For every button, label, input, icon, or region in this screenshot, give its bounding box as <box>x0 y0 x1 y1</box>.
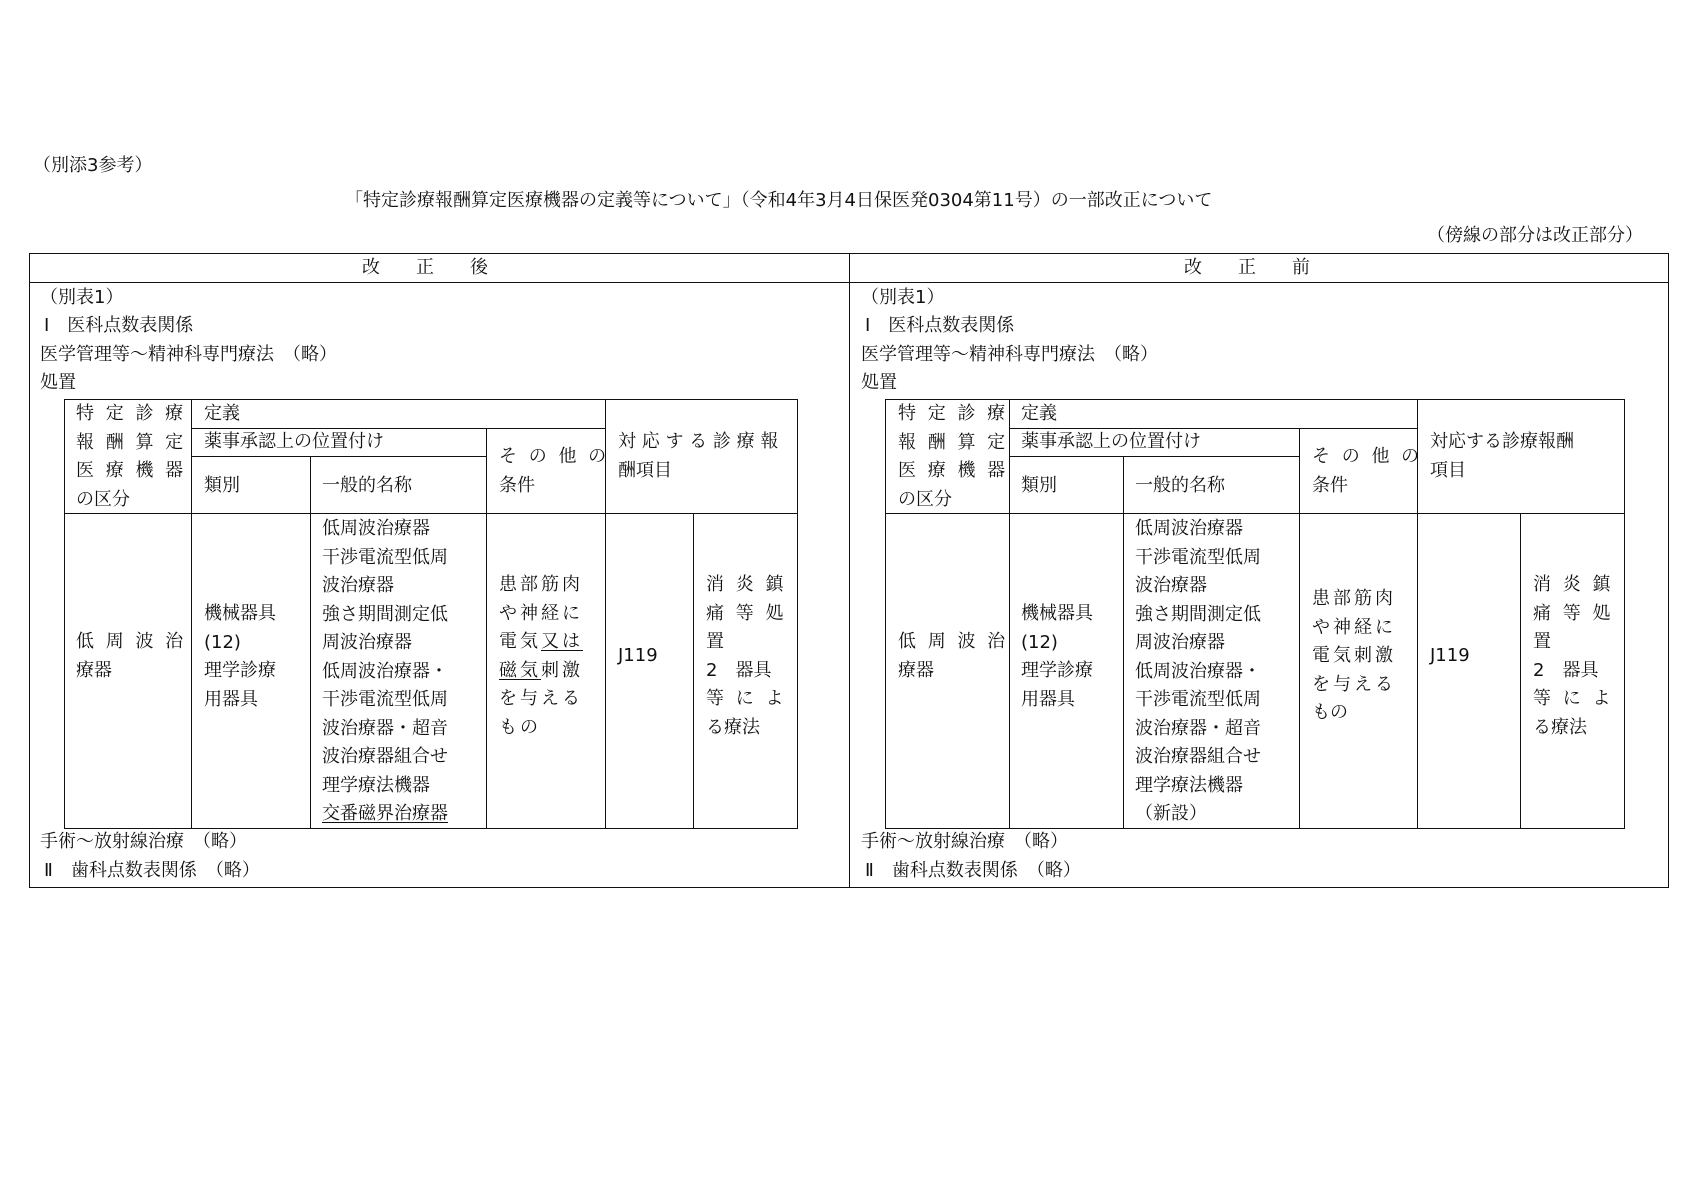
cell-category <box>204 600 276 714</box>
text-line: (12) <box>204 631 241 653</box>
section-omitted: 医学管理等～精神科専門療法 （略） <box>40 344 337 365</box>
added-general-name: 交番磁界治療器 <box>322 803 448 824</box>
text-line: の区分 <box>898 488 952 510</box>
text-line: の区分 <box>76 488 130 510</box>
grid-line <box>1009 399 1010 829</box>
text-line: や神経に <box>499 602 583 624</box>
text-line: 波治療器組合せ <box>322 746 448 767</box>
text-line: 特 定 診 療 <box>898 403 1009 424</box>
document-title: 「特定診療報酬算定医療機器の定義等について」（令和4年3月4日保医発0304第11号）の一部改正について <box>345 190 1213 211</box>
text-line: 波治療器組合せ <box>1135 746 1261 767</box>
text-line <box>499 628 583 657</box>
text-line: 機械器具 <box>204 603 276 624</box>
text-line: 低周波治療器 <box>1135 518 1243 539</box>
text-line: 痛 等 処 <box>706 602 787 624</box>
text-line: 項目 <box>1430 459 1466 481</box>
header-other-conditions <box>499 443 609 500</box>
header-definition: 定義 <box>1021 403 1057 424</box>
text-line: 周波治療器 <box>1135 632 1225 653</box>
text-line: 置 <box>1533 631 1551 652</box>
cell-procedure <box>706 571 786 742</box>
header-approval: 薬事承認上の位置付け <box>1021 431 1201 452</box>
text-line: 医 療 機 器 <box>898 460 1009 481</box>
header-fee-item <box>618 428 778 485</box>
text-line: 痛 等 処 <box>1533 602 1614 624</box>
text-line: 対 応 す る 診 療 報 <box>618 431 779 452</box>
text-line: 2 器具 <box>706 659 772 681</box>
text-line: 理学療法機器 <box>1135 774 1243 796</box>
header-general-name: 一般的名称 <box>322 475 412 496</box>
header-approval: 薬事承認上の位置付け <box>204 431 384 452</box>
grid-line <box>1520 513 1521 829</box>
text-line: 強さ期間測定低 <box>1135 603 1261 625</box>
text-line: 報 酬 算 定 <box>898 431 1009 453</box>
text-line: 用器具 <box>204 688 258 710</box>
header-device-class <box>76 400 186 514</box>
section-medical: Ⅰ 医科点数表関係 <box>44 315 194 336</box>
grid-line <box>486 428 487 829</box>
text-line: 報 酬 算 定 <box>76 431 187 453</box>
text-line: 消 炎 鎮 <box>1533 574 1614 595</box>
section-omitted: 医学管理等～精神科専門療法 （略） <box>861 344 1158 365</box>
text-line: 医 療 機 器 <box>76 460 187 481</box>
text-line: 低周波治療器・ <box>1135 660 1261 682</box>
header-general-name: 一般的名称 <box>1135 475 1225 496</box>
text-line: 患部筋肉 <box>499 574 583 595</box>
text-line: 患部筋肉 <box>1312 588 1396 609</box>
text-line: や神経に <box>1312 616 1396 638</box>
section-surgery-omitted: 手術～放射線治療 （略） <box>40 831 247 852</box>
cell-conditions <box>1312 585 1396 728</box>
text-line: 低周波治療器 <box>322 518 430 539</box>
section-dental-omitted: Ⅱ 歯科点数表関係 （略） <box>44 860 260 881</box>
text-line: 等 に よ <box>1533 688 1614 709</box>
new-entry-placeholder: （新設） <box>1135 803 1207 824</box>
text-line: もの <box>1312 702 1348 723</box>
grid-line <box>191 399 192 829</box>
text-line: (12) <box>1021 631 1058 653</box>
text-line: を与える <box>499 688 583 709</box>
column-divider <box>849 253 850 888</box>
cell-device-class <box>76 628 186 685</box>
text-line: 波治療器 <box>322 575 394 596</box>
annex-label: （別表1） <box>40 287 124 308</box>
text-line: そ の 他 の <box>499 446 610 467</box>
text-line: 置 <box>706 631 724 652</box>
text-line: 波治療器・超音 <box>322 717 448 739</box>
text-line: 条件 <box>499 474 535 496</box>
annex-label: （別表1） <box>861 287 945 308</box>
text-span: 刺激 <box>541 659 583 681</box>
column-header-after: 改 正 後 <box>362 257 488 278</box>
text-line: 理学療法機器 <box>322 774 430 796</box>
cell-general-names <box>1135 515 1261 829</box>
text-line: を与える <box>1312 673 1396 695</box>
section-procedure: 処置 <box>40 372 76 393</box>
section-medical: Ⅰ 医科点数表関係 <box>865 315 1015 336</box>
text-span: 電気 <box>499 631 541 652</box>
text-line: 酬項目 <box>618 459 672 481</box>
added-text: 磁気 <box>499 659 541 681</box>
text-line: 療器 <box>898 659 934 681</box>
text-line: そ の 他 の <box>1312 446 1423 467</box>
text-line: 干渉電流型低周 <box>1135 546 1261 568</box>
text-line: 低周波治療器・ <box>322 660 448 682</box>
text-line <box>499 657 583 686</box>
text-line: 理学診療 <box>204 660 276 681</box>
text-line: 用器具 <box>1021 688 1075 710</box>
cell-procedure <box>1533 571 1613 742</box>
text-line: 電気刺激 <box>1312 645 1396 666</box>
text-line: る療法 <box>1533 716 1587 738</box>
text-line: 理学診療 <box>1021 660 1093 681</box>
text-line: 強さ期間測定低 <box>322 603 448 625</box>
cell-code: J119 <box>618 645 658 666</box>
header-fee-item <box>1430 428 1574 485</box>
text-line: 周波治療器 <box>322 632 412 653</box>
cell-conditions <box>499 571 583 742</box>
text-line: 2 器具 <box>1533 659 1599 681</box>
text-line: 干渉電流型低周 <box>322 546 448 568</box>
section-dental-omitted: Ⅱ 歯科点数表関係 （略） <box>865 860 1081 881</box>
attachment-label: （別添3参考） <box>33 155 153 176</box>
grid-line <box>310 456 311 829</box>
header-other-conditions <box>1312 443 1422 500</box>
text-line: 対応する診療報酬 <box>1430 431 1574 452</box>
cell-general-names <box>322 515 448 829</box>
column-header-before: 改 正 前 <box>1184 257 1310 278</box>
text-line: 条件 <box>1312 474 1348 496</box>
text-line: 機械器具 <box>1021 603 1093 624</box>
text-line: 波治療器 <box>1135 575 1207 596</box>
text-line: 消 炎 鎮 <box>706 574 787 595</box>
added-text: 又は <box>541 631 583 652</box>
text-line: 干渉電流型低周 <box>322 689 448 710</box>
header-definition: 定義 <box>204 403 240 424</box>
text-line: 等 に よ <box>706 688 787 709</box>
grid-line <box>1299 428 1300 829</box>
text-line: 特 定 診 療 <box>76 403 187 424</box>
underline-note: （傍線の部分は改正部分） <box>1427 225 1643 246</box>
section-procedure: 処置 <box>861 372 897 393</box>
text-line: る療法 <box>706 716 760 738</box>
header-category: 類別 <box>1021 475 1057 496</box>
cell-device-class <box>898 628 1008 685</box>
section-surgery-omitted: 手術～放射線治療 （略） <box>861 831 1068 852</box>
header-device-class <box>898 400 1008 514</box>
grid-line <box>1123 456 1124 829</box>
text-line: 波治療器・超音 <box>1135 717 1261 739</box>
text-line: 低 周 波 治 <box>898 631 1009 652</box>
text-line: 干渉電流型低周 <box>1135 689 1261 710</box>
header-category: 類別 <box>204 475 240 496</box>
cell-code: J119 <box>1430 645 1470 666</box>
text-line: 療器 <box>76 659 112 681</box>
text-line: 低 周 波 治 <box>76 631 187 652</box>
grid-line <box>693 513 694 829</box>
text-line: もの <box>499 716 541 738</box>
cell-category <box>1021 600 1093 714</box>
